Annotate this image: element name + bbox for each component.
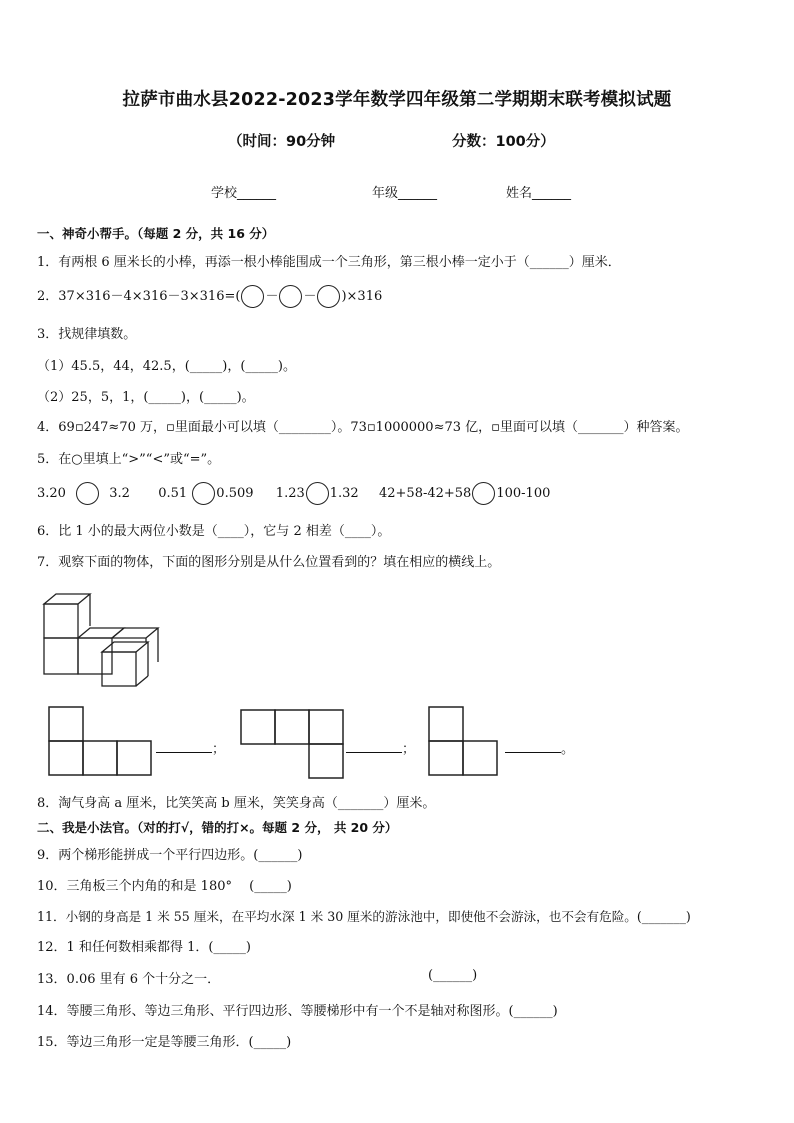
compare-circle (192, 482, 215, 505)
view-figure-2 (240, 709, 344, 779)
cube-figure (40, 590, 165, 690)
view-figure-3 (428, 706, 498, 776)
compare-value: 42+58-42+58 (378, 486, 472, 501)
score-label: 分数：100分） (452, 134, 555, 150)
question-12: 12．1 和任何数相乘都得 1．(_____) (37, 940, 251, 955)
time-label: （时间：90分钟 (228, 134, 336, 150)
question-2 (37, 285, 382, 308)
compare-value: 1.23 (275, 486, 305, 501)
question-1: 1．有两根 6 厘米长的小棒，再添一根小棒能围成一个三角形，第三根小棒一定小于（______）厘米． (37, 255, 621, 270)
compare-value: 0.51 (158, 486, 188, 501)
section-heading-1: 一、神奇小帮手。（每题 2 分，共 16 分） (37, 226, 275, 241)
question-13: 13．0.06 里有 6 个十分之一． (37, 972, 221, 987)
compare-value: 0.509 (216, 486, 254, 501)
answer-line (346, 740, 402, 753)
question-4: 4．69▫247≈70 万，▫里面最小可以填（________）。73▫1000000≈73 亿，▫里面可以填（_______）种答案。 (37, 420, 689, 435)
compare-circle (306, 482, 329, 505)
compare-value: 3.2 (109, 486, 130, 501)
minus-sign: － (265, 289, 279, 304)
grade-field: 年级______ (372, 186, 438, 201)
question-3-part-1: （1）45.5，44，42.5，(_____)，(_____)。 (37, 359, 296, 374)
separator: ； (402, 742, 416, 757)
compare-row (37, 482, 550, 505)
question-10: 10．三角板三个内角的和是 180° (_____) (37, 879, 292, 894)
question-3-part-2: （2）25，5，1，(_____)，(_____)。 (37, 390, 255, 405)
page-title: 拉萨市曲水县2022-2023学年数学四年级第二学期期末联考模拟试题 (122, 90, 672, 110)
question-9: 9．两个梯形能拼成一个平行四边形。(______) (37, 848, 303, 863)
question-2-suffix: )×316 (341, 289, 383, 304)
question-2-prefix: 2．37×316－4×316－3×316=( (37, 289, 241, 304)
school-field: 学校______ (211, 186, 277, 201)
question-13-blank: (______) (428, 968, 478, 983)
answer-circle (317, 285, 340, 308)
question-14: 14．等腰三角形、等边三角形、平行四边形、等腰梯形中有一个不是轴对称图形。(______) (37, 1004, 558, 1019)
compare-value: 100-100 (496, 486, 551, 501)
question-7: 7．观察下面的物体，下面的图形分别是从什么位置看到的？填在相应的横线上。 (37, 555, 501, 570)
question-11: 11．小钢的身高是 1 米 55 厘米，在平均水深 1 米 30 厘米的游泳池中，即使他不会游泳，也不会有危险。(_______) (37, 909, 691, 924)
question-6: 6．比 1 小的最大两位小数是（____），它与 2 相差（____）。 (37, 524, 391, 539)
answer-circle (241, 285, 264, 308)
question-3: 3．找规律填数。 (37, 327, 137, 342)
separator: 。 (561, 742, 575, 757)
answer-line (505, 740, 561, 753)
answer-line (156, 740, 212, 753)
question-8: 8．淘气身高 a 厘米，比笑笑高 b 厘米，笑笑身高（_______）厘米。 (37, 796, 436, 811)
compare-circle (76, 482, 99, 505)
compare-value: 1.32 (329, 486, 359, 501)
question-15: 15．等边三角形一定是等腰三角形．(_____) (37, 1035, 292, 1050)
minus-sign: － (303, 289, 317, 304)
view-figure-1 (48, 706, 152, 776)
question-5: 5．在○里填上“>”“<”或“=”。 (37, 452, 221, 467)
name-field: 姓名______ (506, 186, 572, 201)
compare-value: 3.20 (37, 486, 66, 501)
compare-circle (472, 482, 495, 505)
separator: ； (212, 742, 226, 757)
answer-circle (279, 285, 302, 308)
section-heading-2: 二、我是小法官。（对的打√，错的打×。每题 2 分， 共 20 分） (37, 820, 398, 835)
